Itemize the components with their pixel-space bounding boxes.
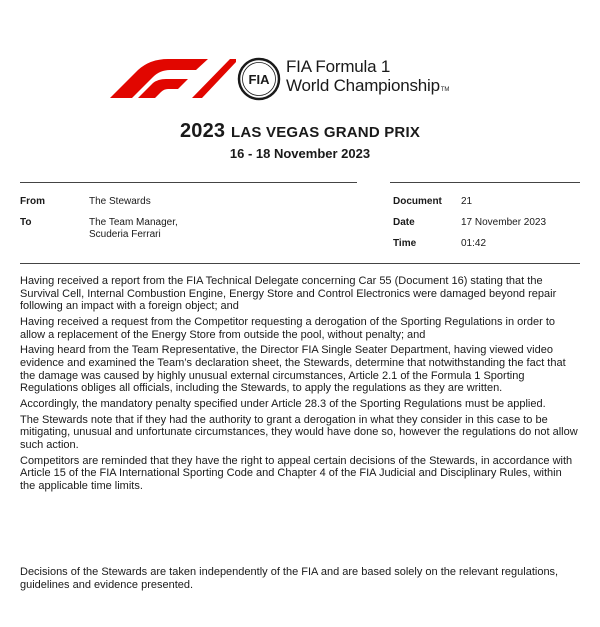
event-name: LAS VEGAS GRAND PRIX [231,124,421,141]
decision-body [20,275,580,496]
brand-line-2: World Championship [286,76,440,95]
to-label: To [20,217,32,228]
brand-line-1: FIA Formula 1 [286,57,391,76]
document-label: Document [393,196,442,207]
page-title [0,120,600,143]
from-label: From [20,196,45,207]
fia-logo-icon [237,57,281,101]
event-dates: 16 - 18 November 2023 [229,146,371,161]
f1-logo-icon [108,58,236,98]
document-header [0,0,600,110]
date-value: 17 November 2023 [461,217,547,228]
trademark: TM [440,87,450,93]
paragraph: Having received a report from the FIA Technical Delegate concerning Car 55 (Document 16) stating that the Survival Cell, Internal Combustion Engine, Energy Store and Control Electronics were damaged beyond repair following an impact with a foreign object; and [20,275,557,313]
date-label: Date [393,217,415,228]
time-value: 01:42 [461,238,487,249]
event-year: 2023 [179,120,226,142]
time-label: Time [393,238,417,249]
header-divider [20,182,357,183]
header-divider-right [390,182,580,183]
paragraph: Competitors are reminded that they have the right to appeal certain decisions of the Stewards, in accordance with Article 15 of the FIA International Sporting Code and Chapter 4 of the FIA Judicial and Disciplinary Rules, within the applicable time limits. [20,454,573,492]
to-value-line-2: Scuderia Ferrari [89,229,161,240]
championship-brand [286,57,449,100]
paragraph: Having heard from the Team Representative, the Director FIA Single Seater Department, having viewed video evidence and examined the Team’s declaration sheet, the Stewards, determine that notwithstanding the fact that the damage was caused by highly unusual external circumstances, Article 2.1 of the Formula 1 Sporting Regulations obliges all officials, including the Stewards, to apply the regulations as they are written. [20,344,566,395]
footer-disclaimer: Decisions of the Stewards are taken independently of the FIA and are based solely on the relevant regulations, guidelines and evidence presented. [20,566,559,591]
meta-divider [20,263,580,264]
document-value: 21 [461,196,473,207]
paragraph: Having received a request from the Competitor requesting a derogation of the Sporting Regulations in order to allow a replacement of the Energy Store from outside the pool, without penalty; and [20,315,556,341]
fia-logo-text: FIA [248,72,270,87]
brand-line-2-wrapper [286,76,449,100]
paragraph: The Stewards note that if they had the authority to grant a derogation in what they consider in this case to be mitigating, unusual and unfortunate circumstances, they would have done so, however the regulations do not allow such action. [20,413,578,451]
from-value: The Stewards [89,196,151,207]
paragraph: Accordingly, the mandatory penalty specified under Article 28.3 of the Sporting Regulations must be applied. [20,397,546,410]
to-value-line-1: The Team Manager, [89,217,178,228]
